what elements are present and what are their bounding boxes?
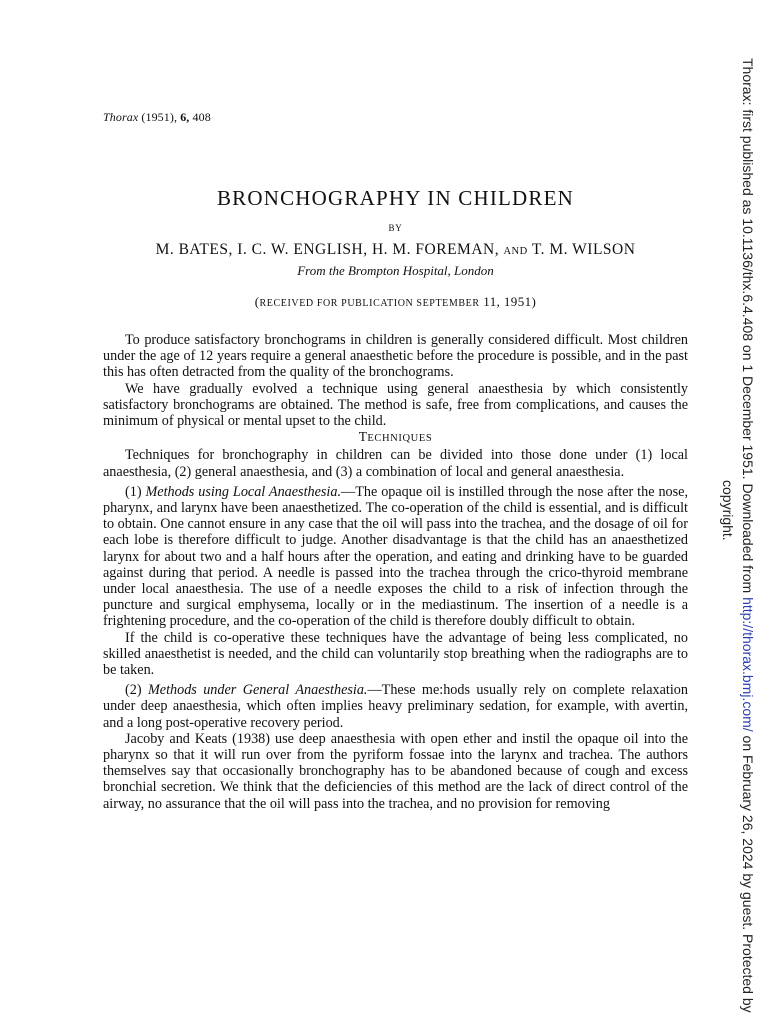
- local-number: (1): [125, 483, 146, 500]
- received-date-value: 11, 1951): [483, 294, 537, 309]
- article-body: [103, 332, 688, 812]
- journal-year: (1951),: [141, 110, 178, 124]
- paragraph-technique-summary: We have gradually evolved a technique using general anaesthesia by which consistently satisfactory bronchograms are obtained. The method is safe, free from complications, and causes the minimum of physical or mental upset to the child.: [103, 380, 688, 430]
- section-heading-rest: ECHNIQUES: [367, 433, 433, 445]
- authors-and: AND: [503, 246, 528, 257]
- paragraph-techniques-overview: Techniques for bronchography in children can be divided into those done under (1) local anaesthesia, (2) general anaesthesia, and (3) a combination of local and general anaesthesia.: [103, 447, 688, 480]
- general-number: (2): [125, 682, 148, 699]
- journal-name: Thorax: [103, 110, 139, 124]
- local-heading: Methods using Local Anaesthesia.: [145, 483, 342, 500]
- copyright-notice: copyright.: [720, 480, 736, 541]
- author-list: [103, 241, 688, 259]
- article-title: BRONCHOGRAPHY IN CHILDREN: [216, 186, 575, 210]
- journal-page: 408: [192, 110, 211, 124]
- received-open: (: [254, 294, 260, 309]
- local-body: —The opaque oil is instilled through the nose after the nose, pharynx, and larynx have been anaesthetized. The co-operation of the child is essential, and is difficult to obtain. One cannot ensure in any case that the oil will pass into the trachea, and the dosage of oil for each lobe is therefore difficult to judge. Another disadvantage is that the child has an anaesthetized larynx for about two and a half hours after the operation, and eating and drinking have to be guarded against during that period. A needle is passed into the trachea through the crico-thyroid membrane under local anaesthesia. The use of a needle exposes the child to a risk of infection through the puncture and surgical emphysema, locally or in the mediastinum. The insertion of a needle is a frightening procedure, and the co-operation of the child is therefore doubly difficult to obtain.: [103, 483, 688, 630]
- authors-main: M. BATES, I. C. W. ENGLISH, H. M. FOREMAN,: [155, 241, 500, 258]
- paragraph-intro: To produce satisfactory bronchograms in children is generally considered difficult. Most children under the age of 12 years require a general anaesthetic before the procedure is possible, and in the past this has often detracted from the quality of the bronchograms.: [103, 332, 688, 381]
- paragraph-general-anaesthesia: [103, 682, 688, 731]
- journal-volume: 6,: [180, 110, 190, 124]
- by-line: BY: [388, 223, 403, 233]
- paragraph-local-anaesthesia: [103, 484, 688, 630]
- received-label: RECEIVED FOR PUBLICATION SEPTEMBER: [259, 298, 480, 309]
- download-notice-text-end: on February 26, 2024 by guest. Protected by: [740, 731, 756, 1013]
- download-notice-line: [740, 58, 756, 1013]
- section-heading-techniques: [103, 429, 688, 447]
- journal-reference: [103, 110, 211, 125]
- paragraph-cooperative-child: If the child is co-operative these techniques have the advantage of being less complicated, no skilled anaesthetist is needed, and the child can voluntarily stop breathing when the radiographs are to be taken.: [103, 629, 688, 679]
- download-notice-text-start: Thorax: first published as 10.1136/thx.6.4.408 on 1 December 1951. Downloaded from: [740, 58, 756, 598]
- authors-last: T. M. WILSON: [531, 241, 636, 258]
- general-body: —These me:hods usually rely on complete relaxation under deep anaesthesia, which often implies heavy preliminary sedation, for example, with avertin, and a long post-operative recovery period.: [103, 682, 688, 731]
- section-heading-initial: T: [358, 429, 368, 445]
- received-date: [103, 294, 688, 310]
- general-heading: Methods under General Anaesthesia.: [147, 682, 368, 699]
- paragraph-jacoby-keats: Jacoby and Keats (1938) use deep anaesthesia with open ether and instil the opaque oil into the pharynx so that it will run over from the pyriform fossae into the larynx and trachea. The authors themselves say that occasionally bronchography has to be abandoned because of cough and excess bronchial secretion. We think that the deficiencies of this method are the lack of direct control of the airway, no assurance that the oil will pass into the trachea, and no provision for removing: [103, 730, 688, 812]
- affiliation: From the Brompton Hospital, London: [297, 263, 494, 278]
- thorax-bmj-link[interactable]: http://thorax.bmj.com/: [740, 597, 756, 732]
